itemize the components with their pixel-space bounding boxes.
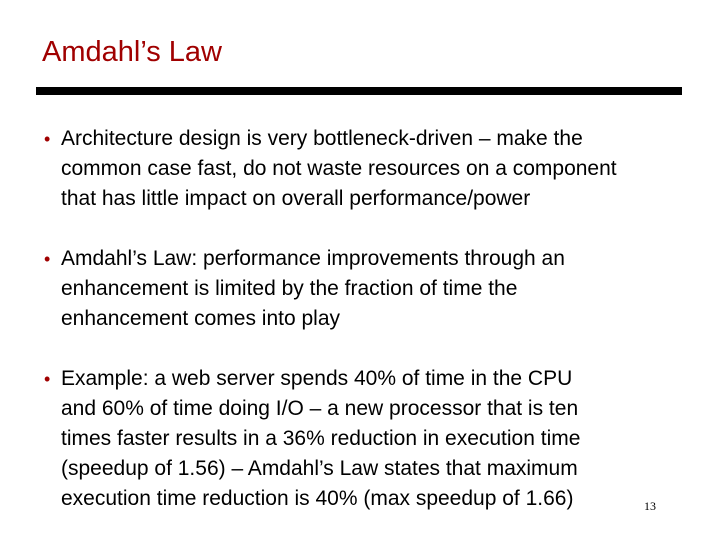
bullet-line: and 60% of time doing I/O – a new processor that is ten (61, 397, 579, 420)
bullet-line: common case fast, do not waste resources on a component (61, 157, 617, 180)
bullet-line: (speedup of 1.56) – Amdahl’s Law states that maximum (61, 457, 578, 480)
slide-title: Amdahl’s Law (42, 36, 223, 68)
page-number: 13 (644, 499, 656, 513)
bullet-marker: • (44, 129, 51, 149)
bullet-marker: • (44, 249, 51, 269)
bullet-item (0, 124, 720, 214)
bullet-item (0, 244, 720, 334)
bullet-list (0, 124, 720, 540)
title-divider (36, 87, 682, 95)
bullet-line: enhancement comes into play (61, 307, 340, 330)
bullet-line: Architecture design is very bottleneck-driven – make the (61, 127, 583, 150)
bullet-line: Example: a web server spends 40% of time in the CPU (61, 367, 573, 390)
bullet-line: that has little impact on overall performance/power (61, 187, 531, 210)
bullet-line: execution time reduction is 40% (max speedup of 1.66) (61, 487, 574, 510)
bullet-line: enhancement is limited by the fraction of time the (61, 277, 518, 300)
bullet-marker: • (44, 369, 51, 389)
bullet-line: Amdahl’s Law: performance improvements through an (61, 247, 565, 270)
bullet-item (0, 364, 720, 514)
bullet-line: times faster results in a 36% reduction in execution time (61, 427, 581, 450)
